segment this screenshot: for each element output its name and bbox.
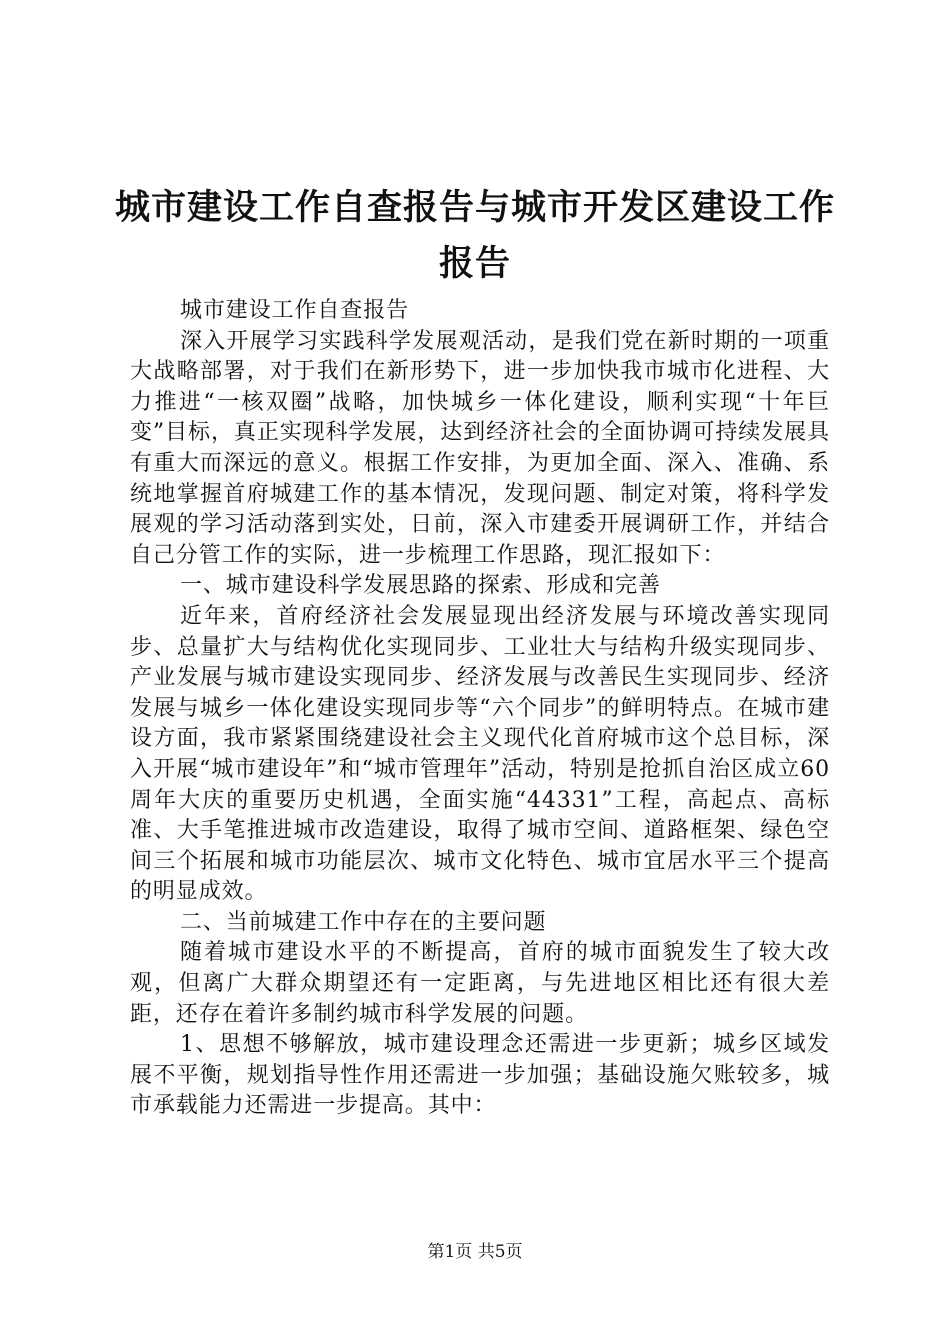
subtitle-paragraph: 城市建设工作自查报告 [180, 298, 410, 323]
document-title: 城市建设工作自查报告与城市开发区建设工作报告 [114, 188, 835, 284]
section-heading-1: 一、城市建设科学发展思路的探索、形成和完善 [180, 573, 661, 599]
section-2-item-1: 1、思想不够解放，城市建设理念还需进一步更新；城乡区域发展不平衡，规划指导性作用还需进一步加强；基础设施欠账较多，城市承载能力还需进一步提高。其中： [130, 1032, 830, 1119]
section-heading-2: 二、当前城建工作中存在的主要问题 [180, 909, 547, 935]
document-body [130, 296, 830, 1122]
page-footer: 第1页 共5页 [427, 1242, 523, 1262]
section-2-paragraph: 随着城市建设水平的不断提高，首府的城市面貌发生了较大改观，但离广大群众期望还有一定距离，与先进地区相比还有很大差距，还存在着许多制约城市科学发展的问题。 [130, 940, 830, 1027]
intro-paragraph: 深入开展学习实践科学发展观活动，是我们党在新时期的一项重大战略部署，对于我们在新形势下，进一步加快我市城市化进程、大力推进“一核双圈”战略，加快城乡一体化建设，顺利实现“十年巨变”目标，真正实现科学发展，达到经济社会的全面协调可持续发展具有重大而深远的意义。根据工作安排，为更加全面、深入、准确、系统地掌握首府城建工作的基本情况，发现问题、制定对策，将科学发展观的学习活动落到实处，日前，深入市建委开展调研工作，并结合自己分管工作的实际，进一步梳理工作思路，现汇报如下： [130, 328, 830, 568]
section-1-paragraph: 近年来，首府经济社会发展显现出经济发展与环境改善实现同步、总量扩大与结构优化实现同步、工业壮大与结构升级实现同步、产业发展与城市建设实现同步、经济发展与改善民生实现同步、经济发展与城乡一体化建设实现同步等“六个同步”的鲜明特点。在城市建设方面，我市紧紧围绕建设社会主义现代化首府城市这个总目标，深入开展“城市建设年”和“城市管理年”活动，特别是抢抓自治区成立60周年大庆的重要历史机遇，全面实施“44331”工程，高起点、高标准、大手笔推进城市改造建设，取得了城市空间、道路框架、绿色空间三个拓展和城市功能层次、城市文化特色、城市宜居水平三个提高的明显成效。 [130, 603, 830, 905]
